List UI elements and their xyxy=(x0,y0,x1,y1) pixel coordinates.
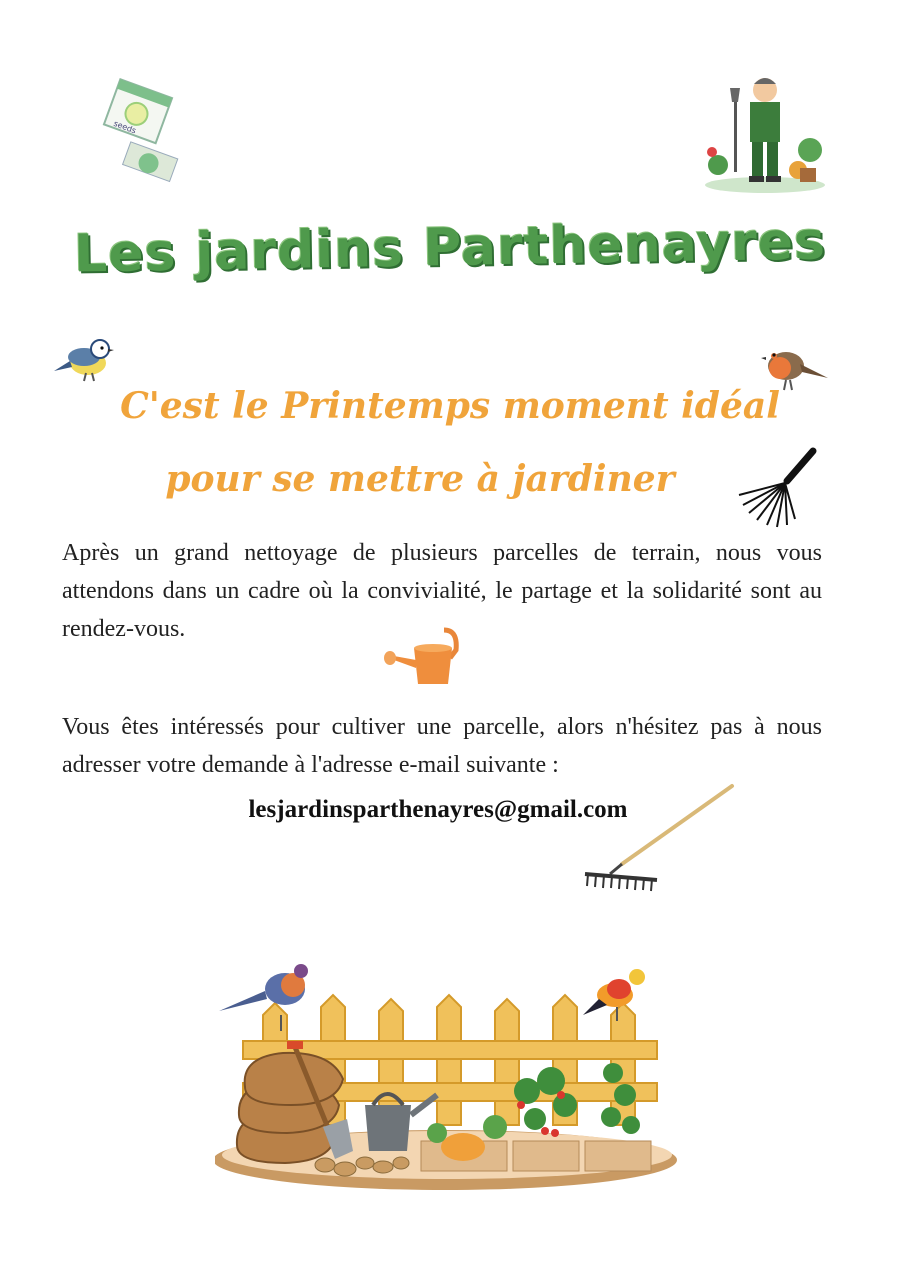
bluetit-bird-illustration xyxy=(52,335,114,383)
page-title: Les jardins Parthenayres xyxy=(73,211,827,285)
fan-rake-icon xyxy=(735,445,820,530)
svg-text:seeds: seeds xyxy=(112,118,138,136)
rake-icon xyxy=(582,782,737,894)
contact-paragraph: Vous êtes intéressés pour cultiver une parcelle, alors n'hésitez pas à nous adresser votre demande à l'adresse e-mail suivante : xyxy=(62,714,822,778)
subtitle-line-1: C'est le Printemps moment idéal xyxy=(120,385,780,427)
seed-packets-illustration xyxy=(95,78,190,188)
subtitle-line-2: pour se mettre à jardiner xyxy=(165,458,675,500)
watering-can-icon xyxy=(382,620,462,688)
garden-scene-illustration xyxy=(215,955,685,1200)
gardener-illustration xyxy=(700,70,830,195)
contact-email-link[interactable]: lesjardinsparthenayres@gmail.com xyxy=(248,796,628,823)
intro-paragraph: Après un grand nettoyage de plusieurs parcelles de terrain, nous vous attendons dans un cadre où la convivialité, le partage et la solidarité sont au rendez-vous. xyxy=(62,540,822,642)
